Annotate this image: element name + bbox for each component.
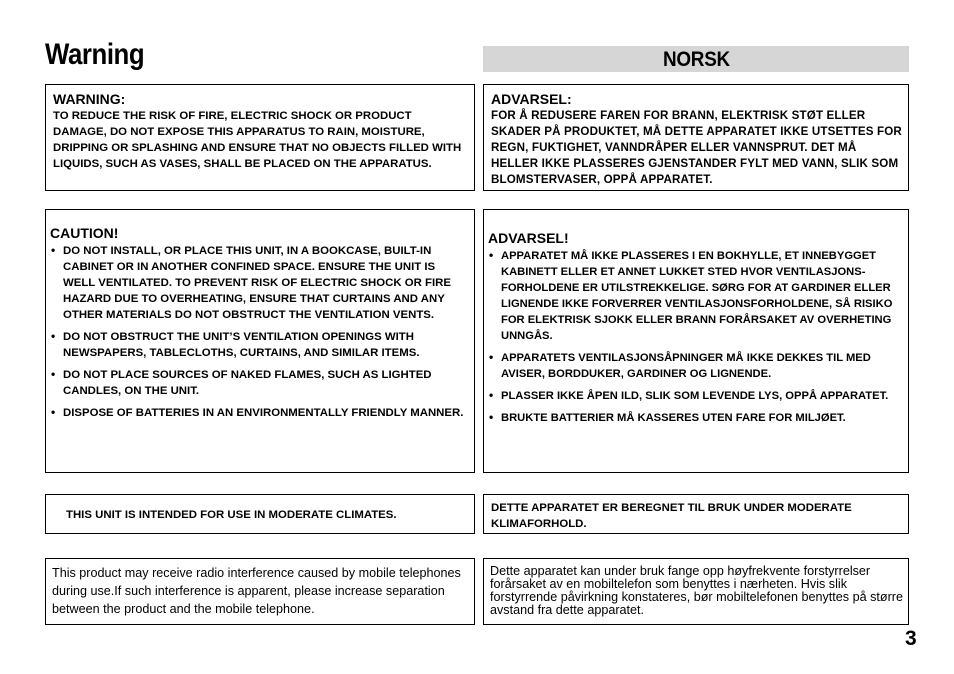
norsk-interference-box	[483, 558, 909, 625]
english-caution-title: CAUTION!	[50, 225, 119, 241]
english-warning-text: TO REDUCE THE RISK OF FIRE, ELECTRIC SHOCK OR PRODUCT DAMAGE, DO NOT EXPOSE THIS APPARATUS TO RAIN, MOISTURE, DRIPPING OR SPLASHING AND ENSURE THAT NO OBJECTS FILLED WITH LIQUIDS, SUCH AS VASES, SHALL BE PLACED ON THE APPARATUS.	[53, 110, 462, 170]
list-item: • BRUKTE BATTERIER MÅ KASSERES UTEN FARE FOR MILJØET.	[489, 410, 846, 424]
norsk-warning-text: FOR Å REDUSERE FAREN FOR BRANN, ELEKTRISK STØT ELLER SKADER PÅ PRODUKTET, MÅ DETTE APPARATET IKKE UTSETTES FOR REGN, FUKTIGHET, VANNDRÅPER ELLER VANNSPRUT. DET MÅ HELLER IKKE PLASSERES GJENSTANDER FYLT MED VANN, SLIK SOM BLOMSTERVASER, OPPÅ APPARATET.	[491, 109, 902, 186]
bullet-icon: •	[489, 350, 494, 364]
list-item: • PLASSER IKKE ÅPEN ILD, SLIK SOM LEVENDE LYS, OPPÅ APPARATET.	[489, 388, 889, 402]
language-label: NORSK	[663, 48, 730, 71]
bullet-icon: •	[51, 243, 56, 257]
english-interference-text: This product may receive radio interference caused by mobile telephones during use.If such interference is apparent, please increase separation between the product and the mobile telephone.	[52, 566, 461, 616]
english-caution-list	[50, 243, 470, 421]
english-warning-box	[45, 84, 475, 191]
list-item: • APPARATET MÅ IKKE PLASSERES I EN BOKHYLLE, ET INNEBYGGET KABINETT ELLER ET ANNET LUKKET STED HVOR VENTILASJONS-FORHOLDENE ER UTILSTREKKELIGE. SØRG FOR AT GARDINER ELLER LIGNENDE IKKE FORVERRER VENTILASJONSFORHOLDENE, SÅ RISIKO FOR ELEKTRISK SJOKK ELLER BRANN FORÅRSAKET AV OVERHETING UNNGÅS.	[489, 248, 893, 342]
list-item: • DO NOT PLACE SOURCES OF NAKED FLAMES, SUCH AS LIGHTED CANDLES, ON THE UNIT.	[51, 367, 432, 397]
norsk-interference-text: Dette apparatet kan under bruk fange opp høyfrekvente forstyrrelser forårsaket av en mobiltelefon som benyttes i nærheten. Hvis slik forstyrrende påvirkning konstateres, bør mobiltelefonen benyttes på større avstand fra dette apparatet.	[490, 564, 903, 617]
bullet-icon: •	[489, 388, 494, 402]
english-interference-box	[45, 558, 475, 625]
list-item: • DO NOT INSTALL, OR PLACE THIS UNIT, IN A BOOKCASE, BUILT-IN CABINET OR IN ANOTHER CONFINED SPACE. ENSURE THE UNIT IS WELL VENTILATED. TO PREVENT RISK OF ELECTRIC SHOCK OR FIRE HAZARD DUE TO OVERHEATING, ENSURE THAT CURTAINS AND ANY OTHER MATERIALS DO NOT OBSTRUCT THE VENTILATION VENTS.	[51, 243, 451, 321]
bullet-icon: •	[489, 248, 494, 262]
list-item: • APPARATETS VENTILASJONSÅPNINGER MÅ IKKE DEKKES TIL MED AVISER, BORDDUKER, GARDINER OG LIGNENDE.	[489, 350, 871, 380]
page-title: Warning	[45, 38, 145, 71]
norsk-caution-box	[483, 209, 909, 473]
list-item: • DISPOSE OF BATTERIES IN AN ENVIRONMENTALLY FRIENDLY MANNER.	[51, 405, 464, 419]
norsk-caution-title: ADVARSEL!	[488, 230, 569, 246]
norsk-climate-text: DETTE APPARATET ER BEREGNET TIL BRUK UNDER MODERATE KLIMAFORHOLD.	[491, 502, 852, 530]
norsk-warning-box	[483, 84, 909, 191]
norsk-climate-box	[483, 494, 909, 534]
bullet-icon: •	[51, 367, 56, 381]
bullet-icon: •	[489, 410, 494, 424]
list-item: • DO NOT OBSTRUCT THE UNIT’S VENTILATION OPENINGS WITH NEWSPAPERS, TABLECLOTHS, CURTAINS, AND SIMILAR ITEMS.	[51, 329, 420, 359]
language-header-bar	[483, 46, 909, 72]
english-warning-title: WARNING:	[53, 91, 126, 107]
page-number: 3	[905, 627, 917, 650]
english-climate-text: THIS UNIT IS INTENDED FOR USE IN MODERATE CLIMATES.	[66, 509, 397, 521]
english-caution-box	[45, 209, 475, 473]
bullet-icon: •	[51, 405, 56, 419]
english-climate-box	[45, 494, 475, 534]
norsk-warning-title: ADVARSEL:	[491, 91, 572, 107]
bullet-icon: •	[51, 329, 56, 343]
norsk-caution-list	[488, 248, 905, 426]
